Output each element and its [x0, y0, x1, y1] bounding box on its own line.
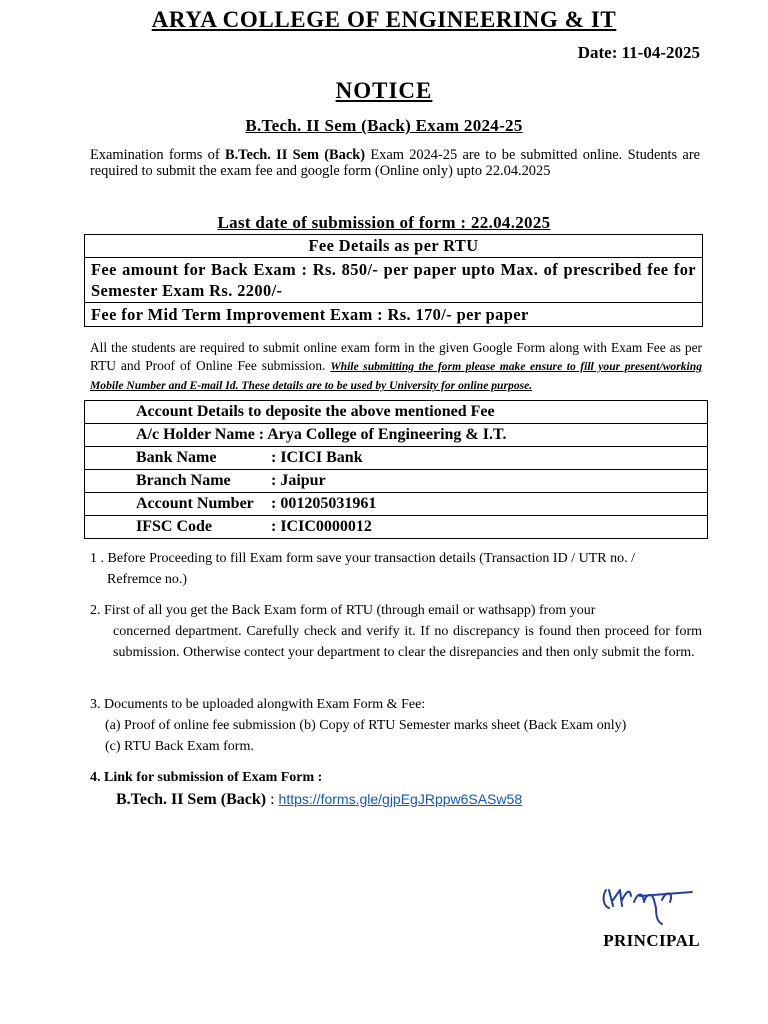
form-link-label: B.Tech. II Sem (Back): [116, 791, 267, 808]
notice-date: Date: 11-04-2025: [577, 43, 700, 62]
fee-row-mid-term: Fee for Mid Term Improvement Exam : Rs. 170/- per paper: [85, 303, 703, 327]
intro-paragraph: Examination forms of B.Tech. II Sem (Back) Exam 2024-25 are to be submitted online. Students are required to submit the exam fee and google form (Online only) upto 22.04.2025: [90, 147, 700, 179]
google-form-link[interactable]: https://forms.gle/gjpEgJRppw6SASw58: [278, 791, 523, 807]
college-name: ARYA COLLEGE OF ENGINEERING & IT: [151, 7, 617, 32]
instructions-paragraph: All the students are required to submit online exam form in the given Google Form along with Exam Fee as per RTU and Proof of Online Fee submission. While submitting the form please make ensure to fill your present/working Mobile Number and E-mail Id. These details are to be used by University for online purpose.: [90, 340, 702, 392]
principal-signature: [600, 878, 696, 928]
instructions-note: While submitting the form please make ensure to fill your present/working Mobile Number and E-mail Id. These details are to be used by University for online purpose.: [90, 360, 702, 392]
fee-details-table: [84, 234, 703, 327]
form-link-line: B.Tech. II Sem (Back) : https://forms.gle/gjpEgJRppw6SASw58: [116, 791, 523, 808]
notice-title: NOTICE: [335, 78, 433, 103]
exam-subtitle: B.Tech. II Sem (Back) Exam 2024-25: [245, 116, 523, 135]
account-holder: A/c Holder Name : Arya College of Engineering & I.T.: [85, 424, 708, 447]
account-details-table: [84, 400, 708, 539]
account-title: Account Details to deposite the above mentioned Fee: [85, 401, 708, 424]
account-row: IFSC Code : ICIC0000012: [85, 516, 708, 539]
fee-table-header: Fee Details as per RTU: [85, 235, 703, 258]
principal-title: PRINCIPAL: [603, 931, 700, 950]
account-row: Account Number : 001205031961: [85, 493, 708, 516]
account-row: Bank Name : ICICI Bank: [85, 447, 708, 470]
step-4: 4. Link for submission of Exam Form :: [90, 770, 323, 785]
step-2: 2. First of all you get the Back Exam form of RTU (through email or wathsapp) from your concerned department. Carefully check and verify it. If no discrepancy is found then proceed for form submission. Otherwise contect your department to clear the disrepancies and then only submit the form.: [90, 603, 702, 660]
step-1: 1 . Before Proceeding to fill Exam form save your transaction details (Transaction ID / UTR no. / Refremce no.): [90, 551, 635, 587]
account-row: Branch Name : Jaipur: [85, 470, 708, 493]
last-date-heading: Last date of submission of form : 22.04.2025: [217, 213, 551, 232]
signature-stroke: [604, 890, 692, 924]
step-3: 3. Documents to be uploaded alongwith Exam Form & Fee: (a) Proof of online fee submission (b) Copy of RTU Semester marks sheet (Back Exam only) (c) RTU Back Exam form.: [90, 697, 627, 754]
fee-row-back-exam: Fee amount for Back Exam : Rs. 850/- per paper upto Max. of prescribed fee for Semester Exam Rs. 2200/-: [85, 258, 703, 303]
